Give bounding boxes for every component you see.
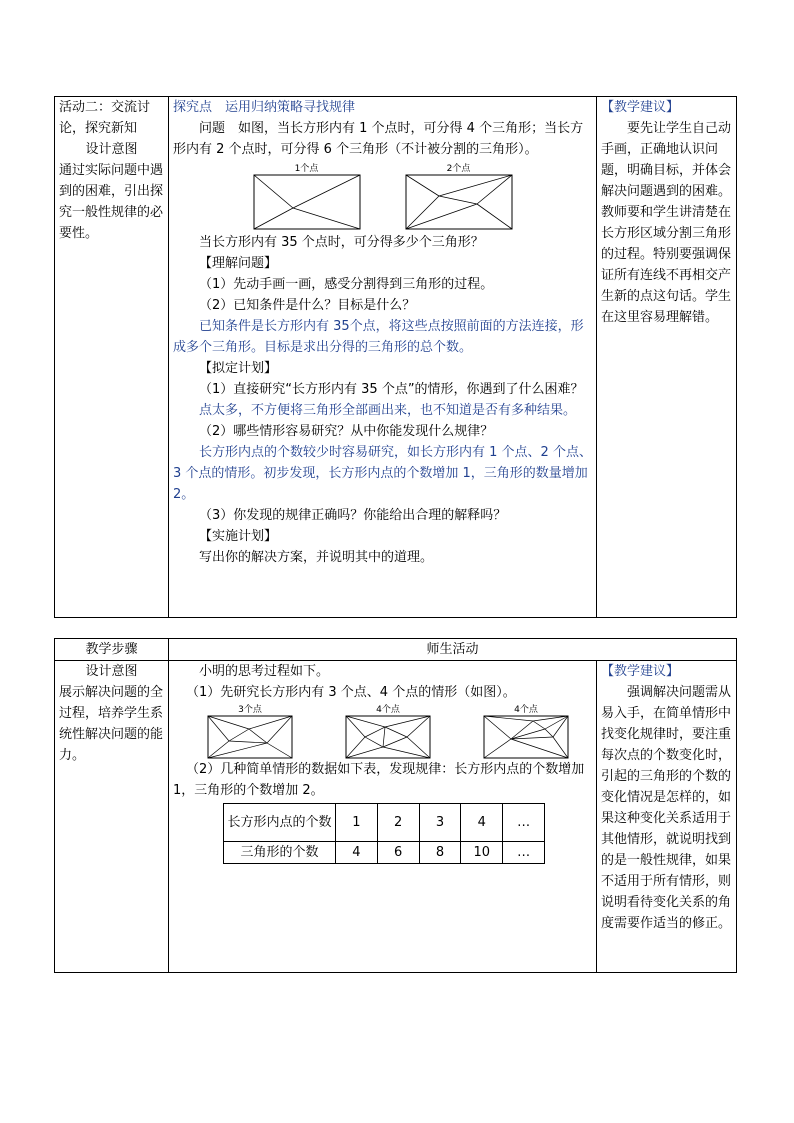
right-column	[597, 97, 737, 618]
teaching-suggestion-text: 要先让学生自己动手画，正确地认识问题，明确目标，并体会解决问题遇到的困难。教师要和学生讲清楚在长方形区域分割三角形的过程。特别要强调保证所有连线不再相交产生新的点这句话。学生在这里容易理解错。	[601, 121, 732, 325]
figure-caption: 2个点	[446, 164, 471, 174]
figure-row-2	[207, 705, 592, 759]
plan-item-1: （1）直接研究“长方形内有 35 个点”的情形，你遇到了什么困难？	[199, 382, 584, 397]
row-label-triangles: 三角形的个数	[224, 842, 336, 864]
design-intent-text: 通过实际问题中遇到的困难，引出探究一般性规律的必要性。	[59, 163, 164, 241]
middle-column	[169, 661, 597, 973]
teaching-suggestion-heading: 【教学建议】	[601, 100, 680, 115]
data-table	[223, 803, 545, 864]
left-column	[55, 97, 169, 618]
plan-answer-2: 长方形内点的个数较少时容易研究，如长方形内有 1 个点、2 个点、3 个点的情形。初步发现，长方形内点的个数增加 1，三角形的数量增加 2。	[173, 445, 592, 502]
figure-row-1	[173, 164, 592, 230]
table-cell: …	[503, 804, 545, 842]
table-cell: 10	[461, 842, 503, 864]
activity-title: 活动二：交流讨论，探究新知	[59, 100, 151, 136]
figure-four-points-b	[483, 705, 569, 759]
figure-caption: 4个点	[376, 705, 400, 715]
table-cell: 8	[419, 842, 461, 864]
figure-caption: 4个点	[514, 705, 538, 715]
explore-heading: 探究点 运用归纳策略寻找规律	[173, 100, 356, 115]
table-cell: 1	[336, 804, 378, 842]
plan-item-3: （3）你发现的规律正确吗？你能给出合理的解释吗？	[199, 508, 507, 523]
table-cell: 4	[336, 842, 378, 864]
understand-item-2: （2）已知条件是什么？目标是什么？	[199, 298, 416, 313]
middle-column	[169, 97, 597, 618]
step-1-text: （1）先研究长方形内有 3 个点、4 个点的情形（如图）。	[186, 685, 516, 700]
rectangle-two-points-diagram	[405, 174, 513, 230]
design-intent-heading: 设计意图	[85, 142, 138, 157]
table-cell: 6	[377, 842, 419, 864]
implement-text: 写出你的解决方案，并说明其中的道理。	[199, 550, 434, 565]
table-cell: 4	[461, 804, 503, 842]
figure-caption: 1个点	[294, 164, 319, 174]
plan-item-2: （2）哪些情形容易研究？从中你能发现什么规律？	[199, 424, 494, 439]
figure-one-point	[253, 164, 361, 230]
rectangle-four-points-diagram-b	[483, 715, 569, 759]
row-label-points: 长方形内点的个数	[224, 804, 336, 842]
header-teacher-student-activity: 师生活动	[169, 639, 737, 661]
design-intent-text: 展示解决问题的全过程，培养学生系统性解决问题的能力。	[59, 685, 164, 763]
intro-text: 小明的思考过程如下。	[199, 664, 330, 679]
teaching-steps-table	[54, 638, 737, 973]
teaching-suggestion-heading: 【教学建议】	[601, 664, 680, 679]
rectangle-one-point-diagram	[253, 174, 361, 230]
right-column	[597, 661, 737, 973]
left-column	[55, 661, 169, 973]
understand-item-1: （1）先动手画一画，感受分割得到三角形的过程。	[199, 277, 494, 292]
table-cell: 2	[377, 804, 419, 842]
table-cell: 3	[419, 804, 461, 842]
understand-answer-2: 已知条件是长方形内有 35个点，将这些点按照前面的方法连接，形成多个三角形。目标是求出分得的三角形的总个数。	[173, 319, 584, 355]
plan-heading: 【拟定计划】	[199, 361, 278, 376]
figure-two-points	[405, 164, 513, 230]
implement-heading: 【实施计划】	[199, 529, 278, 544]
step-2-text: （2）几种简单情形的数据如下表，发现规律：长方形内点的个数增加 1，三角形的个数增加 2。	[173, 762, 585, 798]
rectangle-three-points-diagram	[207, 715, 293, 759]
problem-text: 问题 如图，当长方形内有 1 个点时，可分得 4 个三角形；当长方形内有 2 个点时，可分得 6 个三角形（不计被分割的三角形）。	[173, 121, 584, 157]
rectangle-four-points-diagram-a	[345, 715, 431, 759]
understand-heading: 【理解问题】	[199, 256, 278, 271]
table-cell: …	[503, 842, 545, 864]
teaching-suggestion-text: 强调解决问题需从易入手，在简单情形中找变化规律时，要注重每次点的个数变化时，引起的三角形的个数的变化情况是怎样的，如果这种变化关系适用于其他情形，就说明找到的是一般性规律，如果不适用于所有情形，则说明看待变化关系的角度需要作适当的修正。	[601, 685, 732, 931]
figure-three-points	[207, 705, 293, 759]
figure-caption: 3个点	[238, 705, 262, 715]
header-teaching-steps: 教学步骤	[55, 639, 169, 661]
question-text: 当长方形内有 35 个点时，可分得多少个三角形？	[199, 235, 484, 250]
activity-two-table	[54, 96, 737, 618]
figure-four-points-a	[345, 705, 431, 759]
plan-answer-1: 点太多，不方便将三角形全部画出来，也不知道是否有多种结果。	[199, 403, 577, 418]
design-intent-heading: 设计意图	[85, 664, 138, 679]
